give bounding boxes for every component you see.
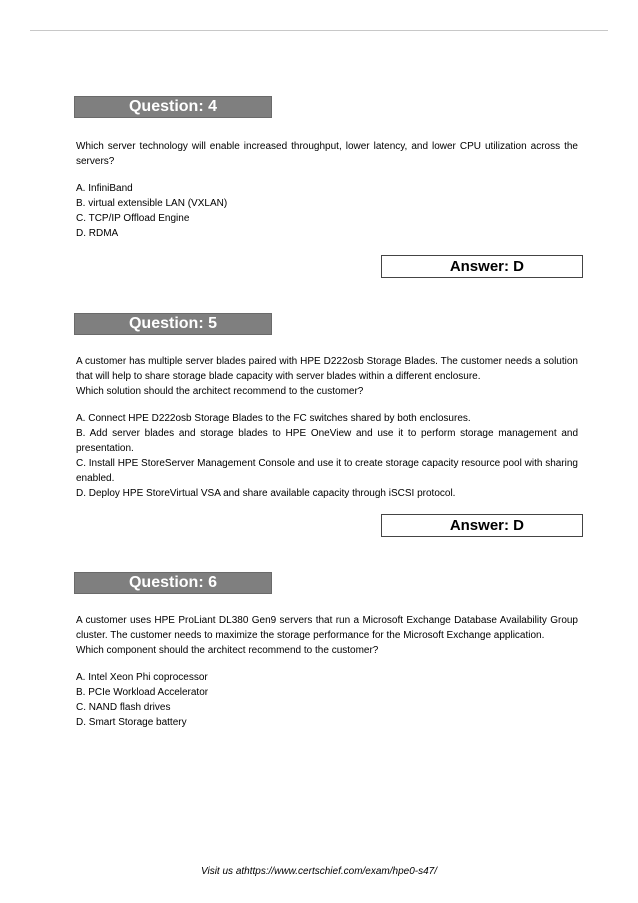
question-4-body xyxy=(76,139,578,241)
question-4-option-a: A. InfiniBand xyxy=(76,183,133,194)
top-divider xyxy=(30,30,608,31)
question-4-answer: Answer: D xyxy=(381,255,583,278)
question-4-text: Which server technology will enable increased throughput, lower latency, and lower CPU utilization across the servers? xyxy=(76,141,578,167)
question-4-option-c: C. TCP/IP Offload Engine xyxy=(76,213,190,224)
question-5-option-a: A. Connect HPE D222osb Storage Blades to the FC switches shared by both enclosures. xyxy=(76,413,471,424)
question-5-body xyxy=(76,354,578,501)
question-5-answer: Answer: D xyxy=(381,514,583,537)
question-5-option-d: D. Deploy HPE StoreVirtual VSA and share available capacity through iSCSI protocol. xyxy=(76,488,456,499)
question-5-prompt: Which solution should the architect recommend to the customer? xyxy=(76,386,364,397)
question-5-option-b: B. Add server blades and storage blades to HPE OneView and use it to perform storage management and presentation. xyxy=(76,428,578,454)
question-6-option-d: D. Smart Storage battery xyxy=(76,717,187,728)
question-5-option-c: C. Install HPE StoreServer Management Console and use it to create storage capacity resource pool with sharing enabled. xyxy=(76,458,578,484)
question-4-header xyxy=(74,96,272,118)
question-6-option-a: A. Intel Xeon Phi coprocessor xyxy=(76,672,208,683)
question-6-option-b: B. PCIe Workload Accelerator xyxy=(76,687,209,698)
question-5-header xyxy=(74,313,272,335)
question-6-body xyxy=(76,613,578,730)
question-4-option-d: D. RDMA xyxy=(76,228,119,239)
question-6-header xyxy=(74,572,272,594)
question-6-prompt: Which component should the architect recommend to the customer? xyxy=(76,645,379,656)
question-4-title: Question: 4 xyxy=(128,98,217,115)
question-6-option-c: C. NAND flash drives xyxy=(76,702,171,713)
footer-link[interactable]: Visit us athttps://www.certschief.com/exam/hpe0-s47/ xyxy=(200,866,438,877)
question-6-text: A customer uses HPE ProLiant DL380 Gen9 servers that run a Microsoft Exchange Database Availability Group cluster. The customer needs to maximize the storage performance for the Microsoft Exchange application. xyxy=(76,615,578,641)
question-5-text: A customer has multiple server blades paired with HPE D222osb Storage Blades. The customer needs a solution that will help to share storage blade capacity with server blades within a different enclosure. xyxy=(76,356,578,382)
question-6-title: Question: 6 xyxy=(128,574,217,591)
question-5-title: Question: 5 xyxy=(128,315,217,332)
question-4-option-b: B. virtual extensible LAN (VXLAN) xyxy=(76,198,228,209)
